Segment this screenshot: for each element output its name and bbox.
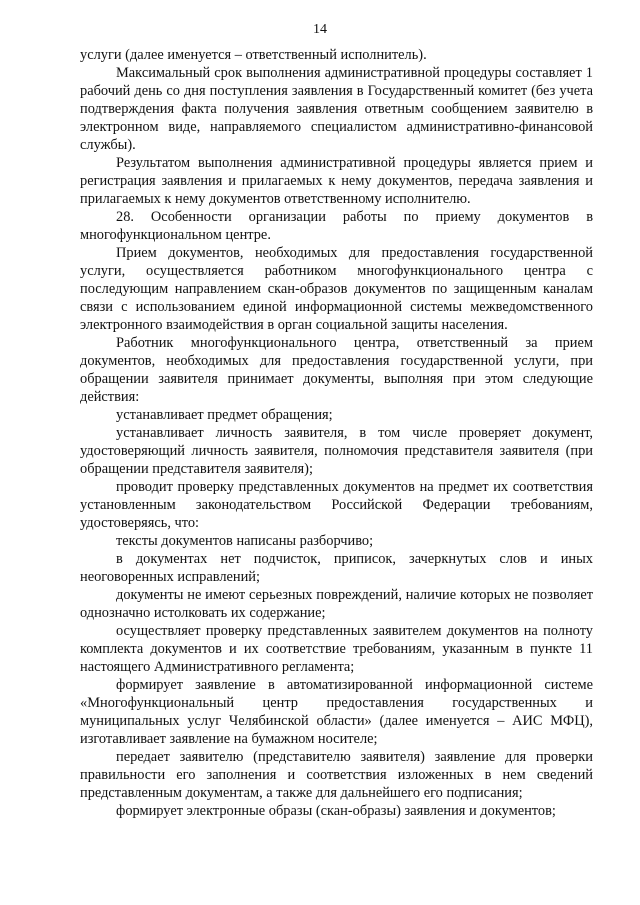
paragraph-9: проводит проверку представленных документов на предмет их соответствия установленным законодательством Российской Федерации требованиям, удостоверяясь, что: (80, 479, 593, 531)
paragraph-8: устанавливает личность заявителя, в том числе проверяет документ, удостоверяющий личность заявителя, полномочия представителя заявителя (при обращении представителя заявителя); (80, 425, 593, 477)
paragraph-2: Максимальный срок выполнения административной процедуры составляет 1 рабочий день со дня поступления заявления в Государственный комитет (без учета подтверждения факта получения заявления ответным сообщением заявителю в электронном виде, направляемого специалистом административно-финансовой службы). (80, 65, 593, 153)
paragraph-10: тексты документов написаны разборчиво; (116, 533, 374, 549)
paragraph-1: услуги (далее именуется – ответственный исполнитель). (80, 47, 427, 63)
paragraph-7: устанавливает предмет обращения; (116, 407, 333, 423)
paragraph-3: Результатом выполнения административной процедуры является прием и регистрация заявления и прилагаемых к нему документов, передача заявления и прилагаемых к нему документов ответственному исполнителю. (80, 155, 593, 207)
document-body (80, 46, 593, 820)
paragraph-4: 28. Особенности организации работы по приему документов в многофункциональном центре. (80, 209, 593, 243)
paragraph-16: формирует электронные образы (скан-образы) заявления и документов; (116, 803, 556, 819)
paragraph-5: Прием документов, необходимых для предоставления государственной услуги, осуществляется работником многофункционального центра с последующим направлением скан-образов документов по защищенным каналам связи с использованием единой информационной системы межведомственного электронного взаимодействия в орган социальной защиты населения. (80, 245, 593, 333)
paragraph-12: документы не имеют серьезных повреждений, наличие которых не позволяет однозначно истолковать их содержание; (80, 587, 593, 621)
paragraph-14: формирует заявление в автоматизированной информационной системе «Многофункциональный центр предоставления государственных и муниципальных услуг Челябинской области» (далее именуется – АИС МФЦ), изготавливает заявление на бумажном носителе; (80, 677, 593, 747)
paragraph-11: в документах нет подчисток, приписок, зачеркнутых слов и иных неоговоренных исправлений; (80, 551, 593, 585)
page-number: 14 (313, 22, 327, 37)
paragraph-6: Работник многофункционального центра, ответственный за прием документов, необходимых для предоставления государственной услуги, при обращении заявителя принимает документы, выполняя при этом следующие действия: (80, 335, 593, 405)
paragraph-15: передает заявителю (представителю заявителя) заявление для проверки правильности его заполнения и соответствия изложенных в нем сведений представленным документам, а также для дальнейшего его подписания; (80, 749, 593, 801)
paragraph-13: осуществляет проверку представленных заявителем документов на полноту комплекта документов и их соответствие требованиям, указанным в пункте 11 настоящего Административного регламента; (80, 623, 593, 675)
